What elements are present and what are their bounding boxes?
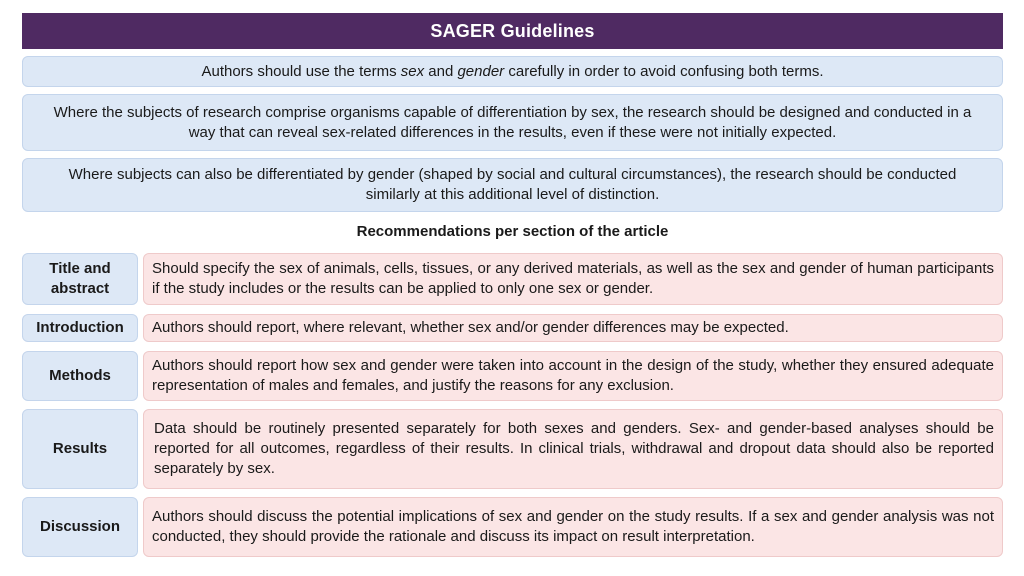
section-label-results: Results xyxy=(22,409,138,489)
section-label-discussion: Discussion xyxy=(22,497,138,557)
intro-statement-sex-text: Where the subjects of research comprise organisms capable of differentiation by sex, the research should be designed and conducted in a way that can reveal sex-related differences in the results, even if these were not initially expected. xyxy=(53,103,972,141)
intro-text-part: Authors should use the terms xyxy=(201,62,401,80)
section-text-results xyxy=(143,409,1003,489)
section-text-introduction xyxy=(143,314,1003,342)
section-label-title-abstract: Title and abstract xyxy=(22,253,138,305)
section-text-content: Authors should report, where relevant, whether sex and/or gender differences may be expected. xyxy=(152,319,789,336)
intro-statement-sex xyxy=(22,94,1003,151)
recommendations-heading: Recommendations per section of the article xyxy=(356,223,669,240)
term-gender: gender xyxy=(457,62,505,80)
section-text-title-abstract xyxy=(143,253,1003,305)
section-text-content: Should specify the sex of animals, cells, tissues, or any derived materials, as well as the sex and gender of human participants if the study includes or the results can be applied to only one sex or gender. xyxy=(152,260,994,297)
section-text-content: Authors should report how sex and gender were taken into account in the design of the study, whether they ensured adequate representation of males and females, and justify the reasons for any exclusion. xyxy=(152,357,994,394)
intro-statement-terms xyxy=(22,56,1003,87)
guidelines-title xyxy=(22,13,1003,49)
intro-statement-gender-text: Where subjects can also be differentiated by gender (shaped by social and cultural circumstances), the research should be conducted similarly at this additional level of distinction. xyxy=(68,166,957,203)
intro-text-part: and xyxy=(424,62,458,80)
section-label-methods: Methods xyxy=(22,351,138,401)
section-text-methods xyxy=(143,351,1003,401)
intro-statement-terms-text xyxy=(49,62,976,82)
guidelines-title-text: SAGER Guidelines xyxy=(430,20,595,41)
section-label-introduction: Introduction xyxy=(22,314,138,342)
section-text-discussion xyxy=(143,497,1003,557)
intro-text-part: carefully in order to avoid confusing both terms. xyxy=(504,62,824,80)
intro-statement-gender xyxy=(22,158,1003,212)
section-text-content: Authors should discuss the potential implications of sex and gender on the study results. If a sex and gender analysis was not conducted, they should provide the rationale and discuss its impact on result interpretation. xyxy=(152,508,994,545)
term-sex: sex xyxy=(400,62,425,80)
section-text-content: Data should be routinely presented separately for both sexes and genders. Sex- and gender-based analyses should be reported for all outcomes, regardless of their results. In clinical trials, withdrawal and dropout data should also be reported separately by sex. xyxy=(154,420,994,477)
